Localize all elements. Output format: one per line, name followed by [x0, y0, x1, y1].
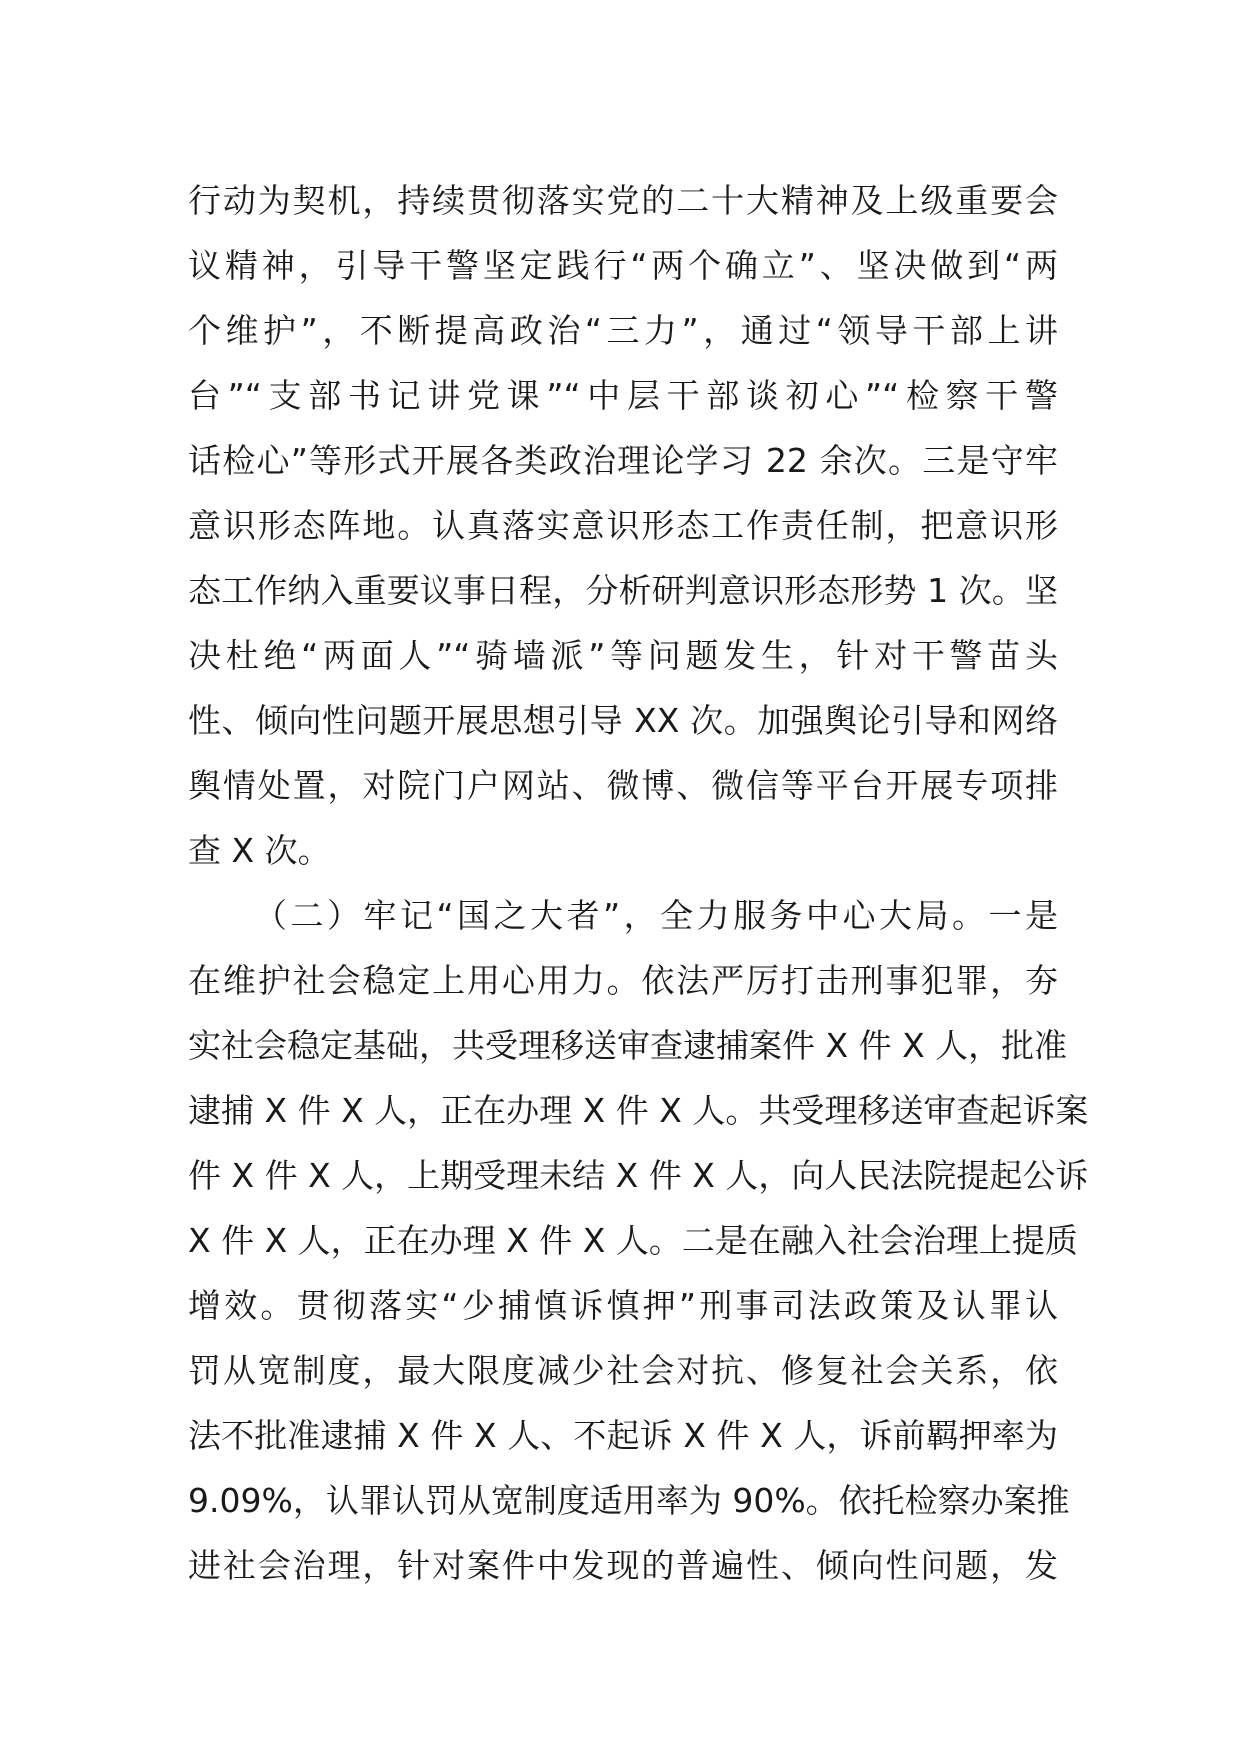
text-line: 法不批准逮捕 X 件 X 人、不起诉 X 件 X 人，诉前羁押率为: [188, 1416, 1058, 1455]
text-line: 意识形态阵地。认真落实意识形态工作责任制，把意识形: [188, 506, 1058, 545]
text-line: 在维护社会稳定上用心用力。依法严厉打击刑事犯罪，夯: [188, 961, 1058, 1000]
text-line: 进社会治理，针对案件中发现的普遍性、倾向性问题，发: [188, 1546, 1058, 1585]
text-line: 舆情处置，对院门户网站、微博、微信等平台开展专项排: [188, 766, 1058, 805]
text-line: 罚从宽制度，最大限度减少社会对抗、修复社会关系，依: [188, 1351, 1058, 1390]
text-line: 话检心”等形式开展各类政治理论学习 22 余次。三是守牢: [188, 441, 1058, 480]
text-line: 行动为契机，持续贯彻落实党的二十大精神及上级重要会: [188, 181, 1058, 220]
text-line: 态工作纳入重要议事日程，分析研判意识形态形势 1 次。坚: [188, 571, 1058, 610]
text-line: 决杜绝“两面人”“骑墙派”等问题发生，针对干警苗头: [188, 636, 1058, 675]
document-body: [188, 168, 1089, 1598]
text-line: 逮捕 X 件 X 人，正在办理 X 件 X 人。共受理移送审查起诉案: [188, 1091, 1089, 1130]
paragraph-end-line: 查 X 次。: [188, 831, 331, 870]
text-line: 9.09%，认罪认罚从宽制度适用率为 90%。依托检察办案推: [188, 1481, 1070, 1520]
text-line: 性、倾向性问题开展思想引导 XX 次。加强舆论引导和网络: [188, 701, 1058, 740]
text-line: 议精神，引导干警坚定践行“两个确立”、坚决做到“两: [188, 246, 1058, 285]
section-heading-line: （二）牢记“国之大者”，全力服务中心大局。一是: [254, 896, 1058, 935]
text-line: 件 X 件 X 人，上期受理未结 X 件 X 人，向人民法院提起公诉: [188, 1156, 1089, 1195]
text-line: 个维护”，不断提高政治“三力”，通过“领导干部上讲: [188, 311, 1058, 350]
text-line: X 件 X 人，正在办理 X 件 X 人。二是在融入社会治理上提质: [188, 1221, 1078, 1260]
text-line: 实社会稳定基础，共受理移送审查逮捕案件 X 件 X 人，批准: [188, 1026, 1068, 1065]
text-line: 增效。贯彻落实“少捕慎诉慎押”刑事司法政策及认罪认: [188, 1286, 1058, 1325]
text-line: 台”“支部书记讲党课”“中层干部谈初心”“检察干警: [188, 376, 1058, 415]
